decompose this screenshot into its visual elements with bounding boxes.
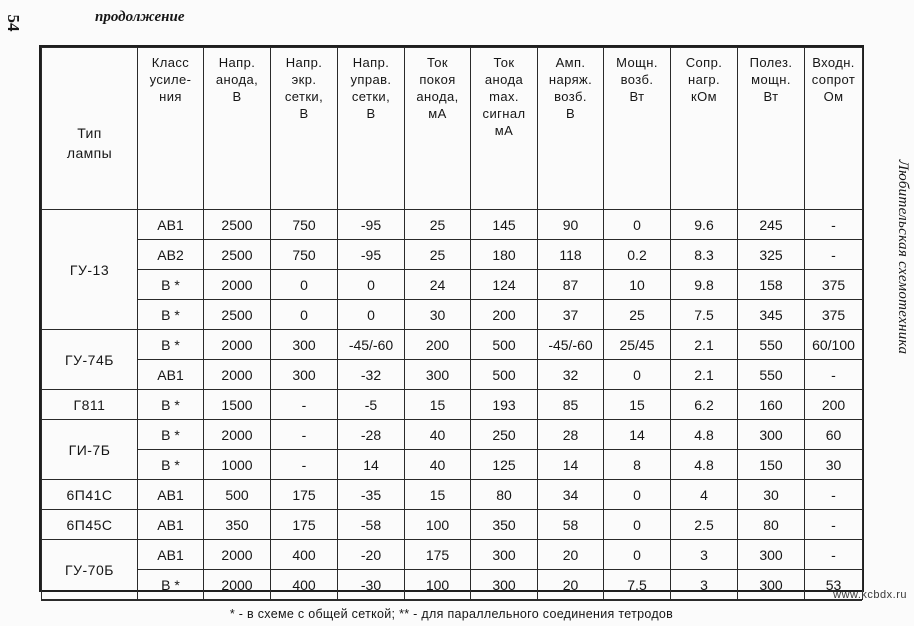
table-cell: -45/-60 — [338, 330, 405, 360]
table-cell: 400 — [271, 540, 338, 570]
table-cell: 58 — [538, 510, 604, 540]
header-line: Напр. — [285, 55, 323, 70]
table-cell: 500 — [204, 480, 271, 510]
table-cell: 400 — [271, 570, 338, 600]
header-line: усиле- — [149, 72, 192, 87]
header-line: возб. — [620, 72, 654, 87]
table-cell: - — [805, 240, 863, 270]
table-cell: -95 — [338, 210, 405, 240]
table-cell: 30 — [405, 300, 471, 330]
amplifier-class-cell: АВ1 — [138, 360, 204, 390]
table-row — [42, 360, 863, 390]
amplifier-class-cell: В * — [138, 390, 204, 420]
table-cell: 10 — [604, 270, 671, 300]
lamp-type-cell: Г811 — [42, 390, 138, 420]
table-cell: 2000 — [204, 570, 271, 600]
table-cell: 8 — [604, 450, 671, 480]
table-cell: 200 — [405, 330, 471, 360]
table-cell: 30 — [738, 480, 805, 510]
table-cell: 3 — [671, 570, 738, 600]
column-header — [138, 48, 204, 210]
table-cell: 2500 — [204, 240, 271, 270]
table-cell: 0 — [604, 210, 671, 240]
table-cell: 250 — [471, 420, 538, 450]
column-header — [338, 48, 405, 210]
table-cell: - — [271, 450, 338, 480]
header-line: Напр. — [352, 55, 390, 70]
table-row — [42, 510, 863, 540]
header-line: покоя — [419, 72, 456, 87]
watermark: www.kcbdx.ru — [833, 589, 907, 601]
table-cell: 158 — [738, 270, 805, 300]
lamp-type-cell: ГУ-74Б — [42, 330, 138, 390]
header-row — [42, 48, 863, 210]
lamp-type-cell: ГУ-13 — [42, 210, 138, 330]
table-cell: - — [805, 480, 863, 510]
header-line: анода — [484, 72, 524, 87]
header-line: сигнал — [482, 106, 526, 121]
header-line: анода, — [416, 89, 459, 104]
page-number: 54 — [4, 14, 23, 32]
table-cell: 2.1 — [671, 360, 738, 390]
amplifier-class-cell: АВ2 — [138, 240, 204, 270]
table-cell: 0 — [604, 540, 671, 570]
header-line: Напр. — [218, 55, 256, 70]
table-cell: 0 — [338, 300, 405, 330]
header-line: кОм — [691, 89, 717, 104]
table-cell: 6.2 — [671, 390, 738, 420]
table-cell: - — [271, 390, 338, 420]
table-cell: - — [271, 420, 338, 450]
table-cell: 80 — [738, 510, 805, 540]
amplifier-class-cell: В * — [138, 330, 204, 360]
table-cell: 500 — [471, 330, 538, 360]
table-cell: 14 — [604, 420, 671, 450]
table-cell: 2000 — [204, 540, 271, 570]
continued-caption: продолжение — [95, 9, 185, 25]
header-line: Амп. — [555, 55, 586, 70]
table-cell: 200 — [805, 390, 863, 420]
table-cell: -35 — [338, 480, 405, 510]
amplifier-class-cell: В * — [138, 570, 204, 600]
table-cell: 300 — [271, 330, 338, 360]
amplifier-class-cell: В * — [138, 450, 204, 480]
header-line: мощн. — [751, 72, 791, 87]
table-cell: 160 — [738, 390, 805, 420]
header-line: управ. — [350, 72, 392, 87]
table-row — [42, 240, 863, 270]
table-cell: 2500 — [204, 210, 271, 240]
header-line: Класс — [151, 55, 190, 70]
amplifier-class-cell: АВ1 — [138, 510, 204, 540]
header-line: ния — [159, 89, 182, 104]
header-line: Мощн. — [616, 55, 658, 70]
table-cell: 500 — [471, 360, 538, 390]
column-header — [738, 48, 805, 210]
table-row — [42, 270, 863, 300]
amplifier-class-cell: В * — [138, 300, 204, 330]
table-cell: 2500 — [204, 300, 271, 330]
table-cell: 32 — [538, 360, 604, 390]
amplifier-class-cell: АВ1 — [138, 480, 204, 510]
table-cell: 145 — [471, 210, 538, 240]
header-line: Вт — [629, 89, 645, 104]
table-cell: 20 — [538, 540, 604, 570]
table-cell: 175 — [405, 540, 471, 570]
table-cell: 750 — [271, 240, 338, 270]
table-cell: 87 — [538, 270, 604, 300]
table-cell: 24 — [405, 270, 471, 300]
header-line: Сопр. — [685, 55, 723, 70]
table-cell: 37 — [538, 300, 604, 330]
table-cell: 25 — [405, 210, 471, 240]
header-line: Полез. — [749, 55, 793, 70]
table-cell: -95 — [338, 240, 405, 270]
table-cell: 325 — [738, 240, 805, 270]
column-header — [204, 48, 271, 210]
column-header — [671, 48, 738, 210]
table-cell: 350 — [471, 510, 538, 540]
table-cell: - — [805, 210, 863, 240]
table-row — [42, 480, 863, 510]
header-line: Входн. — [812, 55, 855, 70]
table-cell: 60/100 — [805, 330, 863, 360]
table-cell: 300 — [738, 420, 805, 450]
table-cell: 2000 — [204, 270, 271, 300]
header-line: сетки, — [284, 89, 324, 104]
amplifier-class-cell: АВ1 — [138, 540, 204, 570]
table-cell: 7.5 — [671, 300, 738, 330]
table-cell: 1000 — [204, 450, 271, 480]
header-line: В — [366, 106, 376, 121]
table-cell: 2000 — [204, 330, 271, 360]
table-cell: 25 — [405, 240, 471, 270]
table-cell: 0.2 — [604, 240, 671, 270]
table-cell: 2.5 — [671, 510, 738, 540]
table-cell: 375 — [805, 270, 863, 300]
table-cell: 0 — [338, 270, 405, 300]
table-cell: 85 — [538, 390, 604, 420]
lamp-parameters-table — [39, 45, 864, 621]
table-cell: 4 — [671, 480, 738, 510]
table-cell: 2.1 — [671, 330, 738, 360]
table-cell: 15 — [405, 390, 471, 420]
column-header — [604, 48, 671, 210]
table-cell: 4.8 — [671, 420, 738, 450]
table-row — [42, 390, 863, 420]
header-line: наряж. — [548, 72, 593, 87]
column-header — [805, 48, 863, 210]
table-cell: 300 — [738, 570, 805, 600]
table-cell: 14 — [538, 450, 604, 480]
table-cell: 300 — [471, 540, 538, 570]
table-cell: -20 — [338, 540, 405, 570]
table-cell: 245 — [738, 210, 805, 240]
header-line: Тип — [77, 124, 102, 141]
amplifier-class-cell: АВ1 — [138, 210, 204, 240]
header-line: В — [232, 89, 242, 104]
header-line: анода, — [215, 72, 259, 87]
header-line: Ток — [426, 55, 449, 70]
table-cell: 200 — [471, 300, 538, 330]
table-cell: 80 — [471, 480, 538, 510]
table-cell: 350 — [204, 510, 271, 540]
table-cell: 0 — [604, 360, 671, 390]
table-cell: 8.3 — [671, 240, 738, 270]
table-cell: 375 — [805, 300, 863, 330]
table-cell: 20 — [538, 570, 604, 600]
column-header — [271, 48, 338, 210]
table-cell: 750 — [271, 210, 338, 240]
lamp-type-cell: 6П45С — [42, 510, 138, 540]
amplifier-class-cell: В * — [138, 420, 204, 450]
table-cell: -32 — [338, 360, 405, 390]
amplifier-class-cell: В * — [138, 270, 204, 300]
running-head-title: Любительская схемотехника — [895, 159, 911, 355]
table-row — [42, 300, 863, 330]
table-cell: 0 — [604, 480, 671, 510]
table-cell: 34 — [538, 480, 604, 510]
table-cell: 175 — [271, 510, 338, 540]
table-cell: 300 — [405, 360, 471, 390]
column-header — [538, 48, 604, 210]
column-header — [405, 48, 471, 210]
table-cell: 300 — [471, 570, 538, 600]
table-cell: 9.8 — [671, 270, 738, 300]
table-cell: 2000 — [204, 360, 271, 390]
table-cell: 0 — [604, 510, 671, 540]
header-line: лампы — [66, 144, 113, 161]
table-footnote: * - в схеме с общей сеткой; ** - для параллельного соединения тетродов — [41, 600, 862, 626]
table-row — [42, 330, 863, 360]
lamp-type-cell: ГУ-70Б — [42, 540, 138, 600]
table-cell: -45/-60 — [538, 330, 604, 360]
header-line: сопрот — [811, 72, 856, 87]
header-line: нагр. — [688, 72, 720, 87]
table-cell: 3 — [671, 540, 738, 570]
table-cell: 9.6 — [671, 210, 738, 240]
table-cell: 90 — [538, 210, 604, 240]
table-row — [42, 540, 863, 570]
header-line: возб. — [554, 89, 587, 104]
header-line: В — [299, 106, 309, 121]
table-cell: 60 — [805, 420, 863, 450]
table-cell: -5 — [338, 390, 405, 420]
table-cell: 300 — [271, 360, 338, 390]
table-cell: 193 — [471, 390, 538, 420]
table-cell: 100 — [405, 510, 471, 540]
header-line: Ом — [823, 89, 844, 104]
header-line: В — [565, 106, 576, 121]
table-cell: 2000 — [204, 420, 271, 450]
table-row — [42, 210, 863, 240]
header-line: мА — [428, 106, 447, 121]
table-cell: 7.5 — [604, 570, 671, 600]
header-line: экр. — [291, 72, 317, 87]
table-cell: 180 — [471, 240, 538, 270]
table-cell: 150 — [738, 450, 805, 480]
table-cell: 14 — [338, 450, 405, 480]
table-cell: 40 — [405, 420, 471, 450]
table-cell: 30 — [805, 450, 863, 480]
table-cell: 0 — [271, 300, 338, 330]
table-cell: 125 — [471, 450, 538, 480]
table-cell: 40 — [405, 450, 471, 480]
table-cell: 345 — [738, 300, 805, 330]
table-cell: -30 — [338, 570, 405, 600]
table-cell: 25/45 — [604, 330, 671, 360]
table-cell: -58 — [338, 510, 405, 540]
table-cell: 0 — [271, 270, 338, 300]
table-cell: 175 — [271, 480, 338, 510]
table-cell: 15 — [405, 480, 471, 510]
table-cell: 124 — [471, 270, 538, 300]
header-lamp-type — [42, 48, 138, 210]
table-cell: 25 — [604, 300, 671, 330]
table-cell: 550 — [738, 360, 805, 390]
header-line: Вт — [763, 89, 779, 104]
table-cell: 100 — [405, 570, 471, 600]
lamp-type-cell: 6П41С — [42, 480, 138, 510]
column-header — [471, 48, 538, 210]
table-row — [42, 450, 863, 480]
table-cell: 4.8 — [671, 450, 738, 480]
table-cell: 28 — [538, 420, 604, 450]
table-cell: 550 — [738, 330, 805, 360]
table-cell: 1500 — [204, 390, 271, 420]
table-cell: -28 — [338, 420, 405, 450]
table-cell: - — [805, 510, 863, 540]
table-row — [42, 570, 863, 600]
table-cell: - — [805, 360, 863, 390]
header-line: Ток — [493, 55, 515, 70]
table-row — [42, 420, 863, 450]
table-body — [42, 210, 863, 600]
table-cell: 53 — [805, 570, 863, 600]
lamp-type-cell: ГИ-7Б — [42, 420, 138, 480]
header-line: сетки, — [351, 89, 391, 104]
data-table — [41, 47, 863, 600]
header-line: max. — [489, 89, 519, 104]
table-cell: 300 — [738, 540, 805, 570]
header-line: мА — [494, 123, 514, 138]
table-cell: - — [805, 540, 863, 570]
table-cell: 15 — [604, 390, 671, 420]
table-cell: 118 — [538, 240, 604, 270]
